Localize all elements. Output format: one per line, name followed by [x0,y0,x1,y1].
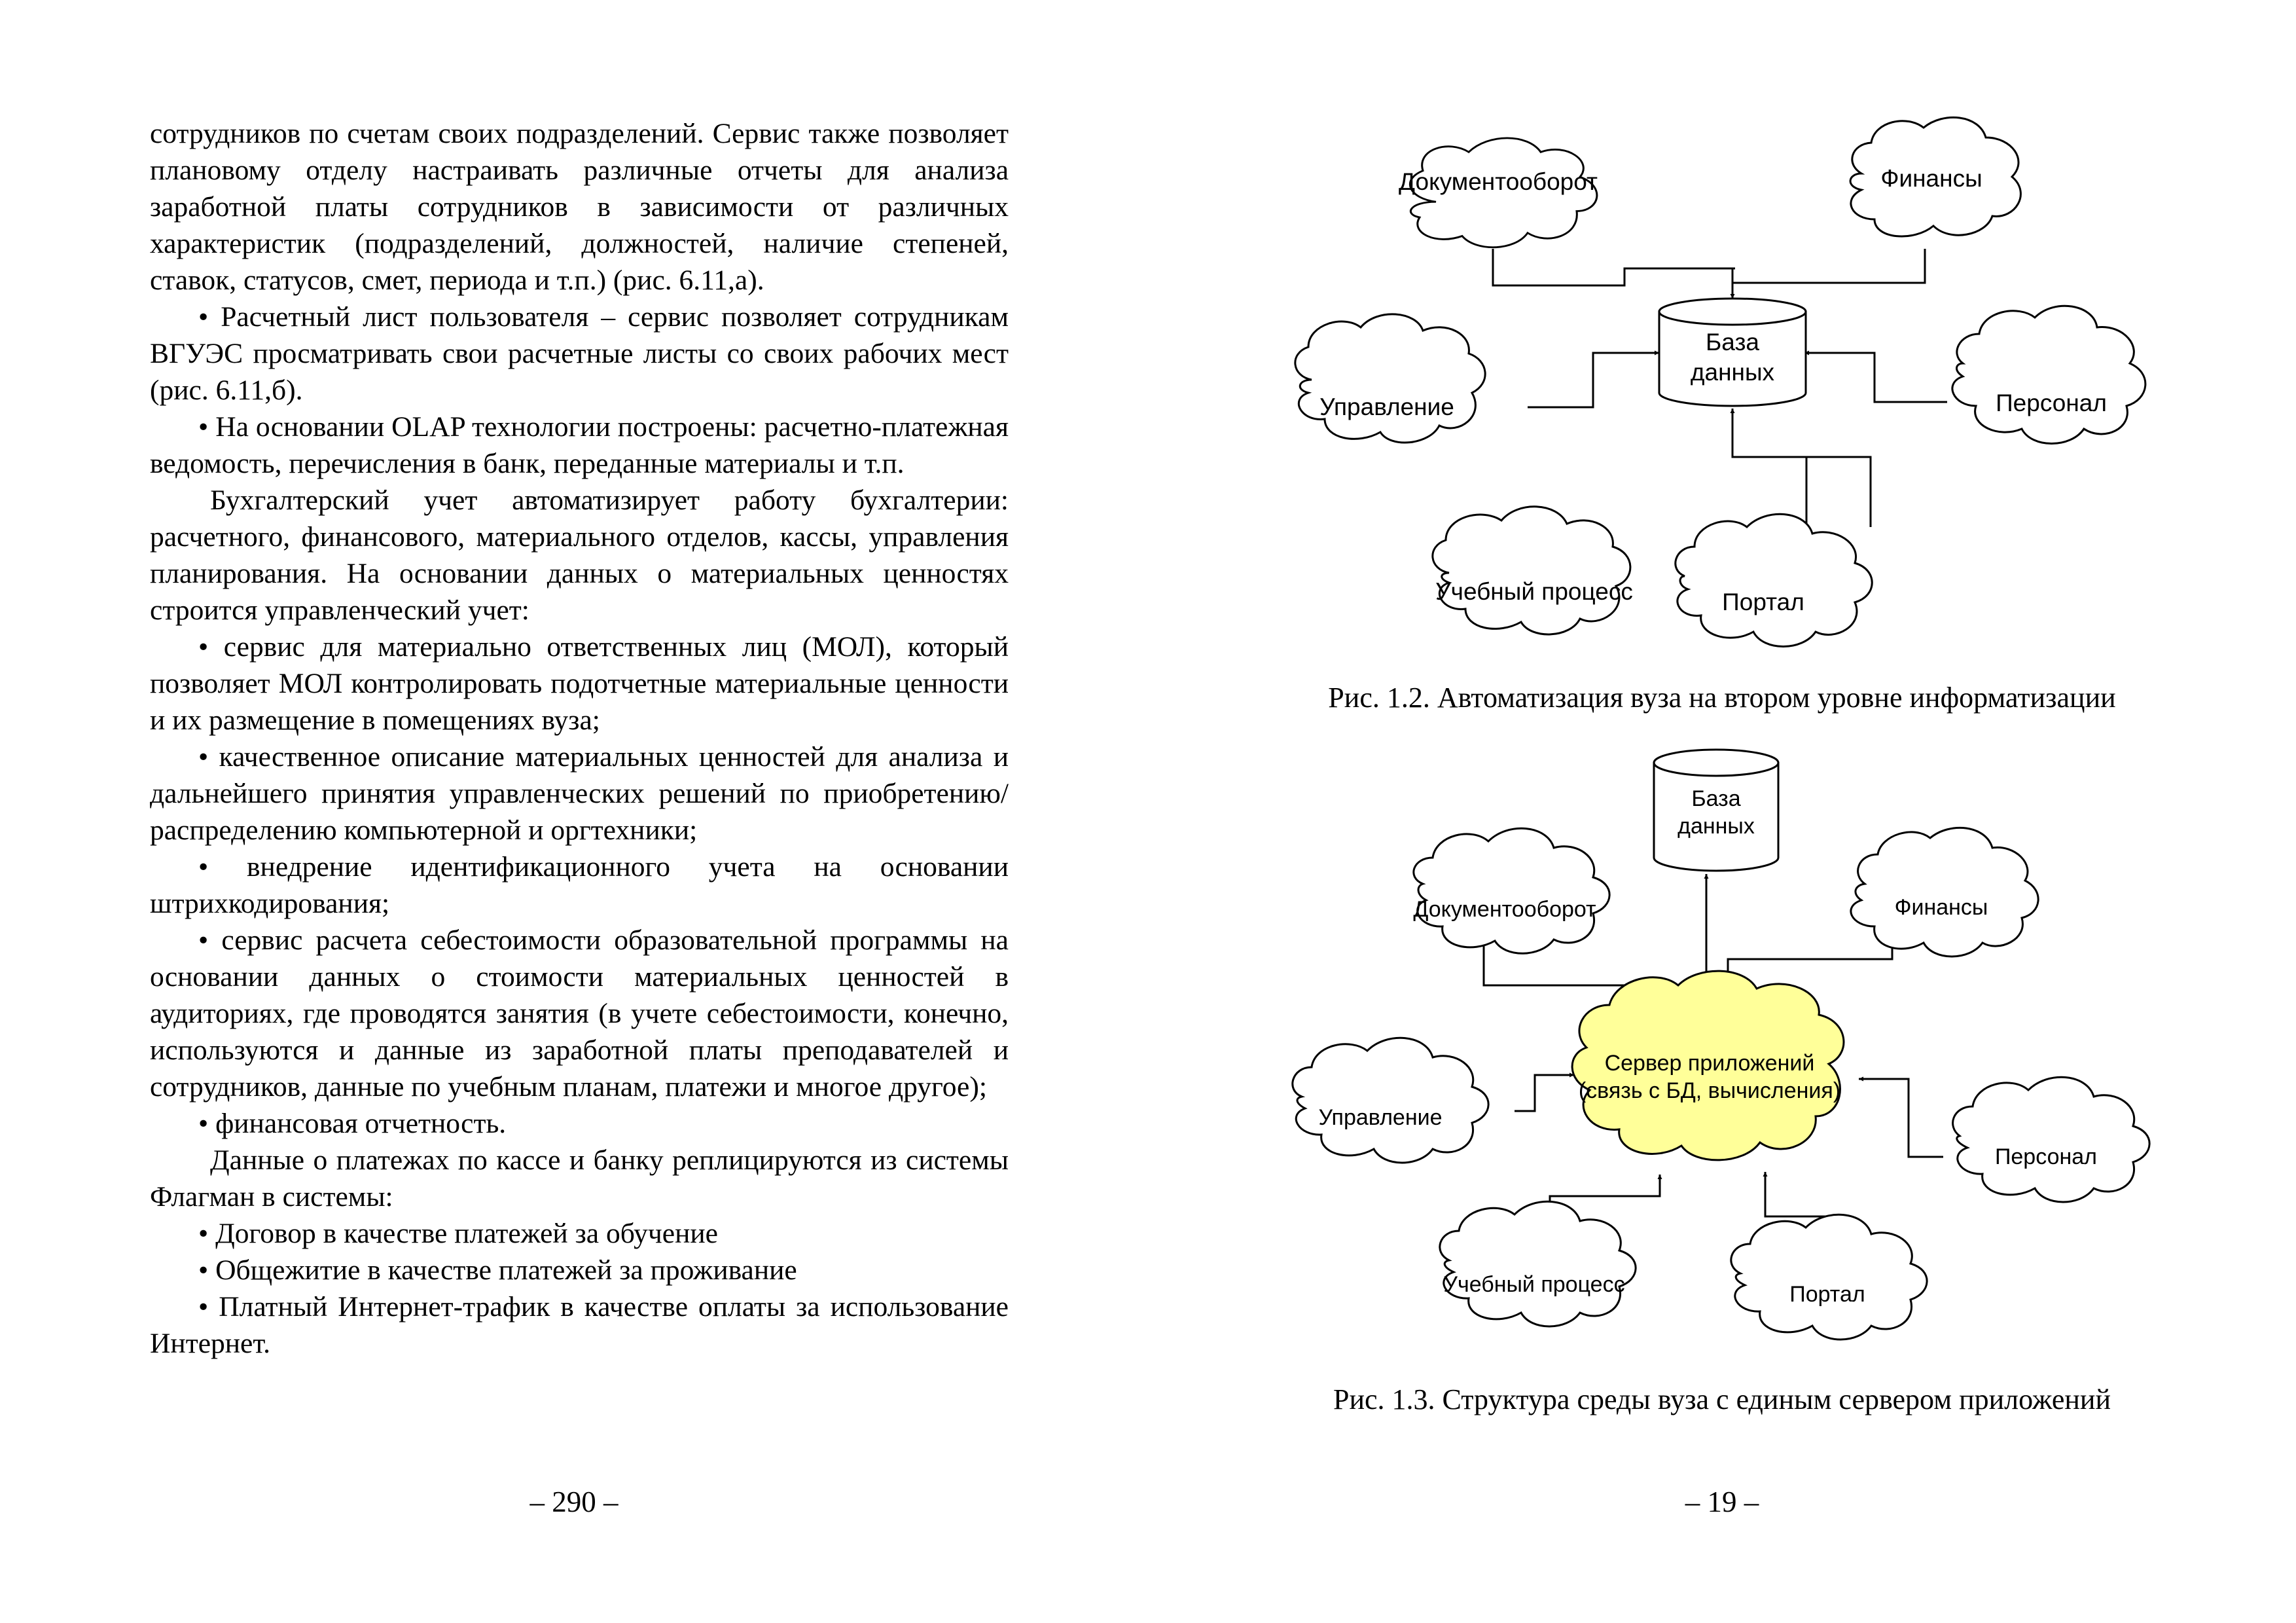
database-label: База [1706,329,1759,356]
node-finance-label: Финансы [1880,165,1982,192]
cloud-study [1433,507,1633,634]
bullet-item: • Общежитие в качестве платежей за проживание [198,1254,797,1286]
figure-1-3-diagram [1148,740,2296,1368]
server-label: Сервер приложений [1604,1051,1815,1076]
bullet-item: • На основании OLAP технологии построены: расчетно-платежная ведомость, перечисления в банк, переданные материалы и т.п. [150,411,1009,479]
connector-finance-db [1732,249,1925,283]
paragraph: Бухгалтерский учет автоматизирует работу бухгалтерии: расчетного, финансового, материального отделов, кассы, управления планирования. На основании данных о материальных ценностях строится управленческий учет: [150,484,1009,626]
server-label: (связь с БД, вычисления) [1578,1078,1841,1103]
connector-management-server [1515,1075,1574,1111]
cloud-portal [1676,514,1872,646]
node-personnel-label: Персонал [1996,390,2107,416]
figure-1-2-diagram [1148,98,2296,687]
node-study-label: Учебный процесс [1443,1272,1625,1297]
cloud-docs [1399,138,1598,247]
connector-portal-db [1732,457,1871,527]
connector-personnel-db [1804,353,1947,402]
node-docs-label: Документооборот [1413,897,1596,922]
right-page [1148,0,2296,1623]
bullet-item: • Договор в качестве платежей за обучение [198,1218,718,1249]
bullet-item: • Платный Интернет-трафик в качестве оплаты за использование Интернет. [150,1291,1009,1359]
cloud-management [1293,1038,1488,1163]
cloud-finance [1850,117,2020,236]
database-cylinder [1659,299,1806,406]
bullet-item: • качественное описание материальных ценностей для анализа и дальнейшего принятия управленческих решений по приобретению/распределению компьютерной и оргтехники; [150,741,1009,846]
figure-1-3-caption: Рис. 1.3. Структура среды вуза с единым сервером приложений [1333,1383,2111,1415]
node-study-label: Учебный процесс [1435,578,1633,605]
cloud-portal [1731,1214,1927,1340]
bullet-item: • Расчетный лист пользователя – сервис позволяет сотрудникам ВГУЭС просматривать свои расчетные листы со своих рабочих мест (рис. 6.11,б). [150,301,1009,406]
bullet-item: • финансовая отчетность. [198,1108,507,1139]
cloud-app-server [1572,971,1844,1160]
paragraph: сотрудников по счетам своих подразделений. Сервис также позволяет плановому отделу настраивать различные отчеты для анализа заработной платы сотрудников в зависимости от различных характеристик (подразделений, должностей, наличие степеней, ставок, статусов, смет, периода и т.п.) (рис. 6.11,а). [150,118,1009,296]
bullet-item: • внедрение идентификационного учета на основании штрихкодирования; [150,851,1009,919]
connector-docs-db [1493,249,1735,285]
node-management-label: Управление [1319,393,1454,420]
connector-management-db [1528,353,1659,407]
connector-study-db [1732,409,1806,527]
cloud-personnel [1952,306,2145,443]
database-label: данных [1677,814,1755,839]
bullet-item: • сервис расчета себестоимости образовательной программы на основании данных о стоимости материальных ценностей в аудиториях, где проводятся занятия (в учете себестоимости, конечно, используются и данные из заработной платы преподавателей и сотрудников, данные по учебным планам, платежи и многое другое); [150,924,1009,1103]
node-personnel-label: Персонал [1994,1144,2098,1169]
cloud-docs [1413,828,1609,953]
cloud-management [1295,314,1485,443]
node-portal-label: Портал [1789,1282,1865,1307]
database-label: База [1691,786,1741,811]
node-management-label: Управление [1318,1105,1443,1130]
page-number: – 290 – [529,1486,619,1518]
cloud-personnel [1953,1077,2150,1202]
database-label: данных [1690,359,1775,386]
page-number: – 19 – [1685,1486,1759,1518]
node-finance-label: Финансы [1894,895,1988,920]
database-cylinder [1654,750,1778,871]
node-docs-label: Документооборот [1399,168,1598,195]
figure-1-2-caption: Рис. 1.2. Автоматизация вуза на втором уровне информатизации [1328,682,2116,714]
cloud-study [1440,1201,1636,1326]
paragraph: Данные о платежах по кассе и банку реплицируются из системы Флагман в системы: [150,1144,1009,1213]
node-portal-label: Портал [1722,589,1804,615]
cloud-finance [1851,828,2038,957]
connector-personnel-server [1859,1079,1943,1157]
body-text [150,115,1009,1362]
bullet-item: • сервис для материально ответственных лиц (МОЛ), который позволяет МОЛ контролировать подотчетные материальные ценности и их размещение в помещениях вуза; [150,631,1009,736]
